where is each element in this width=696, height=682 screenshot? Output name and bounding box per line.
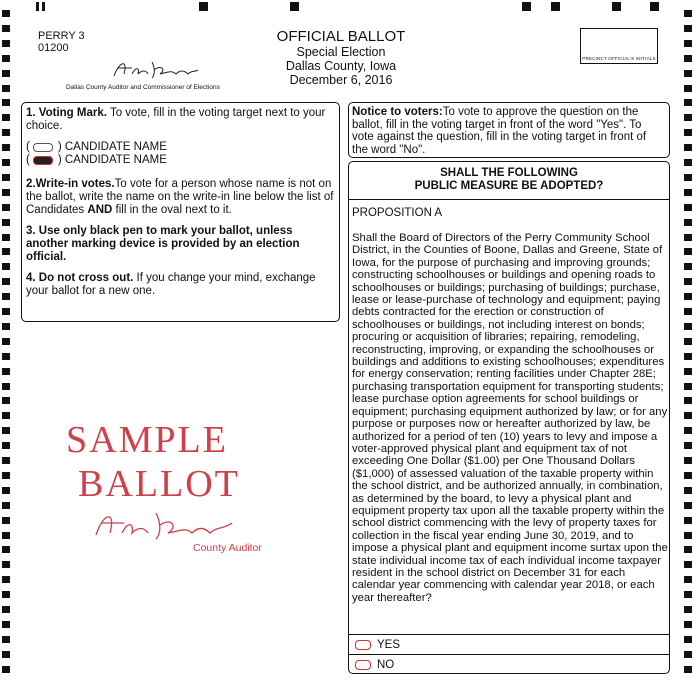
- top-timing-marks: [0, 2, 696, 12]
- county-auditor-title: County Auditor: [193, 542, 262, 554]
- election-type: Special Election: [296, 45, 386, 59]
- timing-mark: [2, 10, 10, 17]
- timing-mark: [2, 338, 10, 345]
- precinct-officials-label: PRECINCT OFFICIAL'S INITIALS: [582, 56, 656, 61]
- timing-mark: [551, 2, 560, 11]
- timing-mark: [684, 442, 692, 449]
- stamp-word-sample: SAMPLE: [66, 419, 228, 461]
- example-marked: [26, 154, 335, 167]
- precinct-code: [38, 30, 85, 54]
- paren-open: (: [26, 141, 30, 153]
- timing-mark: [684, 174, 692, 181]
- timing-mark: [684, 40, 692, 47]
- timing-mark: [684, 502, 692, 509]
- choice-no[interactable]: [349, 654, 669, 674]
- timing-mark: [2, 666, 10, 673]
- timing-mark: [684, 25, 692, 32]
- timing-mark: [684, 308, 692, 315]
- timing-mark: [2, 308, 10, 315]
- timing-mark: [684, 532, 692, 539]
- timing-mark: [199, 2, 208, 11]
- timing-mark: [684, 487, 692, 494]
- writein-and: AND: [87, 204, 113, 216]
- example-oval-empty: [33, 143, 53, 152]
- crossout-text: If you change your mind, exchange your ballot for a new one.: [26, 272, 316, 297]
- timing-mark: [42, 2, 45, 11]
- timing-mark: [2, 606, 10, 613]
- timing-mark: [684, 144, 692, 151]
- precinct-officials-initials-box[interactable]: [580, 28, 658, 64]
- timing-mark: [2, 25, 10, 32]
- pen-instruction: [26, 225, 335, 264]
- timing-mark: [684, 159, 692, 166]
- timing-mark: [684, 189, 692, 196]
- voting-mark-instruction: [26, 107, 335, 133]
- example-oval-filled: [33, 156, 53, 165]
- timing-mark: [684, 293, 692, 300]
- precinct-name: PERRY 3: [38, 30, 85, 42]
- voting-instructions: [21, 102, 340, 322]
- writein-text: To vote for a person whose name is not on the ballot, write the name on the write-in line below the list of Candidates: [26, 178, 334, 216]
- timing-mark: [2, 532, 10, 539]
- timing-mark: [684, 546, 692, 553]
- contest-header-line1: SHALL THE FOLLOWING: [440, 167, 578, 179]
- timing-mark: [2, 353, 10, 360]
- timing-mark: [684, 278, 692, 285]
- example-unmarked: [26, 141, 335, 154]
- timing-mark: [2, 561, 10, 568]
- timing-mark: [2, 204, 10, 211]
- timing-mark: [612, 2, 621, 11]
- timing-mark: [290, 2, 299, 11]
- timing-mark: [684, 576, 692, 583]
- auditor-signature-stamp: [90, 505, 240, 543]
- proposition-text: [352, 232, 668, 604]
- ballot-title: OFFICIAL BALLOT: [276, 28, 406, 45]
- timing-mark: [2, 144, 10, 151]
- timing-mark: [2, 99, 10, 106]
- timing-mark: [684, 457, 692, 464]
- timing-mark: [2, 412, 10, 419]
- writein-tail: fill in the oval next to it.: [115, 204, 232, 216]
- timing-mark: [684, 248, 692, 255]
- yes-oval[interactable]: [355, 640, 371, 650]
- notice-heading: Notice to voters:: [352, 106, 443, 118]
- timing-mark: [2, 576, 10, 583]
- timing-mark: [2, 278, 10, 285]
- example-candidate-label: ) CANDIDATE NAME: [57, 154, 167, 166]
- public-measure-contest: [348, 161, 670, 674]
- timing-mark: [684, 204, 692, 211]
- timing-mark: [684, 323, 692, 330]
- timing-mark: [684, 636, 692, 643]
- timing-mark: [684, 472, 692, 479]
- timing-mark: [2, 174, 10, 181]
- ballot-header: [250, 28, 432, 87]
- voting-mark-text: To vote, fill in the voting target next to your choice.: [26, 107, 326, 132]
- timing-mark: [684, 219, 692, 226]
- timing-mark: [2, 85, 10, 92]
- timing-mark: [2, 427, 10, 434]
- timing-mark: [2, 651, 10, 658]
- notice-to-voters: [348, 102, 670, 158]
- timing-mark: [2, 219, 10, 226]
- timing-mark: [2, 442, 10, 449]
- timing-mark: [522, 2, 531, 11]
- timing-mark: [2, 502, 10, 509]
- timing-mark: [2, 368, 10, 375]
- timing-mark: [684, 70, 692, 77]
- pen-text: 3. Use only black pen to mark your ballot, unless another marking device is provided by an election official.: [26, 225, 300, 263]
- timing-mark: [684, 561, 692, 568]
- timing-mark: [684, 606, 692, 613]
- timing-mark: [684, 383, 692, 390]
- timing-mark: [684, 368, 692, 375]
- timing-mark: [650, 2, 659, 11]
- timing-mark: [2, 487, 10, 494]
- timing-mark: [684, 129, 692, 136]
- timing-mark: [2, 55, 10, 62]
- timing-mark: [684, 234, 692, 241]
- yes-label: YES: [377, 638, 401, 651]
- timing-mark: [2, 159, 10, 166]
- writein-instruction: [26, 178, 335, 217]
- timing-mark: [2, 263, 10, 270]
- timing-mark: [684, 10, 692, 17]
- timing-mark: [2, 129, 10, 136]
- county-name: Dallas County, Iowa: [285, 59, 397, 73]
- paren-open: (: [26, 154, 30, 166]
- contest-header: [349, 162, 669, 200]
- timing-mark: [684, 666, 692, 673]
- writein-heading: 2.Write-in votes.: [26, 178, 115, 190]
- no-label: NO: [377, 658, 395, 671]
- timing-mark: [2, 591, 10, 598]
- notice-text: To vote to approve the question on the ballot, fill in the voting target in front of the word "Yes". To vote against the question, fill in the voting target in front of the word "No".: [352, 106, 647, 156]
- crossout-heading: 4. Do not cross out.: [26, 272, 134, 284]
- timing-mark: [2, 517, 10, 524]
- precinct-number: 01200: [38, 42, 69, 54]
- voting-mark-heading: 1. Voting Mark.: [26, 107, 107, 119]
- timing-mark: [684, 263, 692, 270]
- timing-mark: [684, 427, 692, 434]
- auditor-caption: Dallas County Auditor and Commissioner of Elections: [66, 84, 220, 91]
- timing-mark: [684, 397, 692, 404]
- timing-mark: [2, 189, 10, 196]
- auditor-signature-top: [110, 56, 200, 82]
- contest-header-line2: PUBLIC MEASURE BE ADOPTED?: [414, 180, 604, 192]
- crossout-instruction: [26, 272, 335, 298]
- timing-mark: [2, 472, 10, 479]
- timing-mark: [684, 412, 692, 419]
- timing-mark: [2, 234, 10, 241]
- timing-mark: [2, 546, 10, 553]
- timing-mark: [684, 591, 692, 598]
- timing-mark: [2, 70, 10, 77]
- timing-mark: [684, 99, 692, 106]
- timing-mark: [2, 383, 10, 390]
- timing-mark: [2, 248, 10, 255]
- election-date: December 6, 2016: [289, 73, 393, 87]
- timing-mark: [2, 323, 10, 330]
- timing-mark: [2, 457, 10, 464]
- timing-mark: [2, 293, 10, 300]
- no-oval[interactable]: [355, 660, 371, 670]
- timing-mark: [2, 621, 10, 628]
- proposition-title: PROPOSITION A: [352, 207, 443, 219]
- timing-mark: [684, 621, 692, 628]
- timing-mark: [2, 397, 10, 404]
- timing-mark: [684, 651, 692, 658]
- timing-mark: [36, 2, 39, 11]
- timing-mark: [684, 338, 692, 345]
- timing-mark: [2, 636, 10, 643]
- timing-mark: [684, 55, 692, 62]
- timing-mark: [684, 517, 692, 524]
- timing-mark: [2, 114, 10, 121]
- choice-yes[interactable]: [349, 634, 669, 654]
- example-candidate-label: ) CANDIDATE NAME: [57, 141, 167, 153]
- timing-mark: [684, 353, 692, 360]
- proposition-body: Shall the Board of Directors of the Perry Community School District, in the Counties of Boone, Dallas and Greene, State of Iowa, for the purpose of purchasing and improving grounds; constructing schoolhouses or buildings and opening roads to schoolhouses or buildings; purchasing of buildings; purchase, lease or lease-purchase of technology and equipment; paying debts contracted for the erection or construction of schoolhouses or buildings, not including interest on bonds; procuring or acquisition of libraries; repairing, remodeling, reconstructing, improving, or expanding the schoolhouses or buildings and additions to existing schoolhouses; expenditures for energy conservation; renting facilities under Chapter 28E; purchasing transportation equipment for transporting students; lease purchase option agreements for school buildings or equipment; purchasing equipment authorized by law; or for any purpose or purposes now or hereafter authorized by law, be authorized for a period of ten (10) years to levy and impose a voter-approved physical plant and equipment tax of not exceeding One Dollar ($1.00) per One Thousand Dollars ($1,000) of assessed valuation of the taxable property within the school district, and be authorized annually, in combination, as determined by the board, to levy a physical plant and equipment property tax upon all the taxable property within the school district commencing with the levy of property taxes for collection in the fiscal year ending June 30, 2019, and to impose a physical plant and equipment income surtax upon the state individual income tax of each individual income taxpayer resident in the school district on December 31 for each calendar year commencing with calendar year 2018, or each year thereafter?: [352, 232, 668, 604]
- timing-mark: [684, 114, 692, 121]
- timing-mark: [684, 85, 692, 92]
- timing-mark: [2, 40, 10, 47]
- stamp-word-ballot: BALLOT: [78, 463, 240, 505]
